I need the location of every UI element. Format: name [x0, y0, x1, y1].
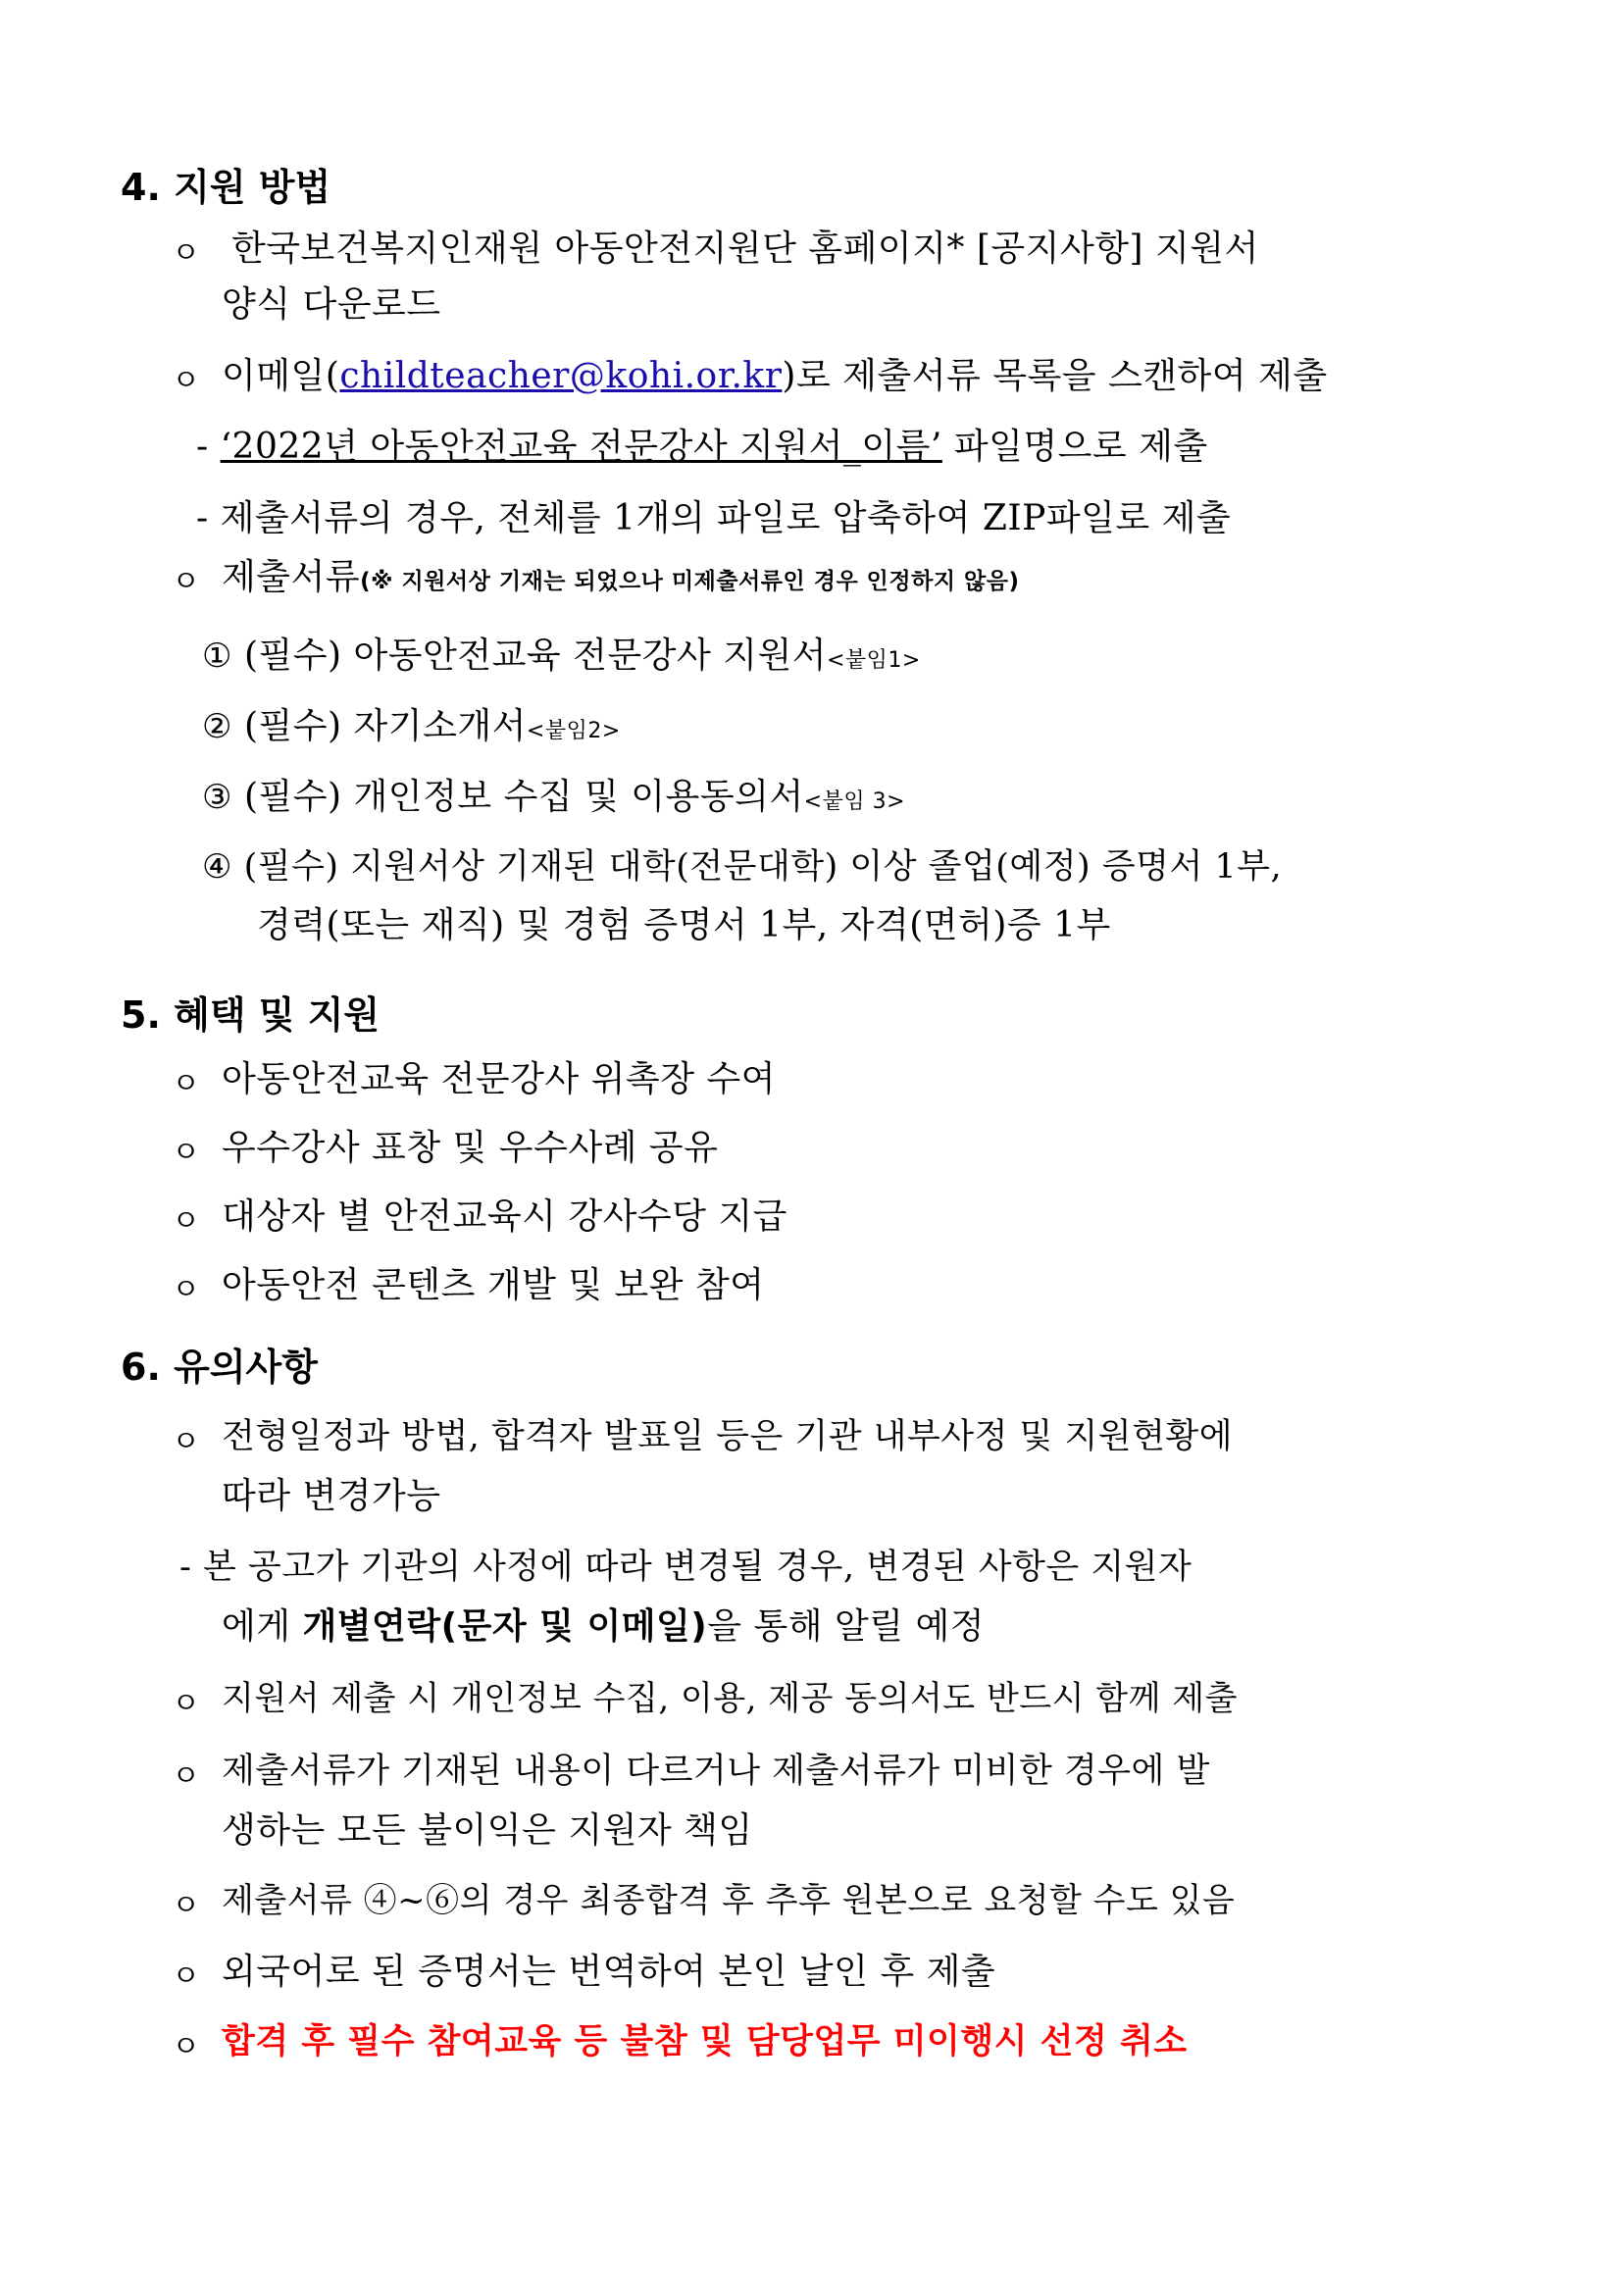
bullet-mark: ㅇ: [172, 364, 200, 398]
s4-item3: [222, 549, 1020, 599]
doc-item-3: [202, 769, 905, 819]
contact-suffix: 을 통해 알릴 예정: [707, 1606, 985, 1647]
doc-text: (필수) 자기소개서: [243, 706, 527, 746]
filename-format: ‘2022년 아동안전교육 전문강사 지원서_이름’: [220, 427, 942, 467]
doc-text: (필수) 개인정보 수집 및 이용동의서: [243, 777, 804, 817]
notice-item4: 제출서류 ④~⑥의 경우 최종합격 후 추후 원본으로 요청할 수도 있음: [222, 1881, 1236, 1920]
notice-item3-line2: 생하는 모든 불이익은 지원자 책임: [222, 1810, 753, 1851]
bullet-mark: ㅇ: [172, 1273, 200, 1307]
bullet-mark: ㅇ: [172, 1136, 200, 1170]
s4-dash2: - 제출서류의 경우, 전체를 1개의 파일로 압축하여 ZIP파일로 제출: [196, 498, 1232, 538]
bullet-mark: ㅇ: [172, 565, 200, 599]
notice-item5: 외국어로 된 증명서는 번역하여 본인 날인 후 제출: [222, 1952, 996, 1992]
s4-item1-line2: 양식 다운로드: [222, 284, 441, 325]
contact-prefix: 에게: [222, 1606, 303, 1647]
doc-number: ③: [202, 778, 232, 817]
bullet-mark: ㅇ: [172, 2030, 200, 2064]
doc-item-1: [202, 628, 921, 678]
notice-item1-line1: 전형일정과 방법, 합격자 발표일 등은 기관 내부사정 및 지원현황에: [222, 1417, 1234, 1456]
bullet-mark: ㅇ: [172, 1204, 200, 1239]
doc-text: (필수) 지원서상 기재된 대학(전문대학) 이상 졸업(예정) 증명서 1부,: [243, 847, 1283, 887]
notice-item2: 지원서 제출 시 개인정보 수집, 이용, 제공 동의서도 반드시 함께 제출: [222, 1679, 1238, 1718]
bullet-mark: ㅇ: [172, 1889, 200, 1923]
notice-item1-line2: 따라 변경가능: [222, 1476, 441, 1516]
email-suffix: )로 제출서류 목록을 스캔하여 제출: [782, 356, 1328, 396]
bullet-mark: ㅇ: [172, 1687, 200, 1721]
bullet-mark: ㅇ: [172, 1425, 200, 1459]
doc-item-4-line2: 경력(또는 재직) 및 경험 증명서 1부, 자격(면허)증 1부: [257, 905, 1111, 945]
doc-number: ④: [202, 847, 232, 887]
doc-number: ②: [202, 707, 232, 746]
dash1-suffix: 파일명으로 제출: [941, 427, 1208, 467]
doc-attachment: <붙임1>: [827, 648, 921, 673]
s4-item1-line1: 한국보건복지인재원 아동안전지원단 홈페이지* [공지사항] 지원서: [231, 229, 1259, 269]
notice-item6-warning: 합격 후 필수 참여교육 등 불참 및 담당업무 미이행시 선정 취소: [222, 2022, 1188, 2061]
email-link[interactable]: childteacher@kohi.or.kr: [339, 356, 783, 396]
benefit-item: 대상자 별 안전교육시 강사수당 지급: [222, 1196, 787, 1237]
contact-method: 개별연락(문자 및 이메일): [302, 1606, 708, 1647]
doc-number: ①: [202, 636, 232, 676]
notice-dash1-line2: [222, 1599, 985, 1649]
docs-label: 제출서류: [222, 557, 361, 597]
benefit-item: 아동안전 콘텐츠 개발 및 보완 참여: [222, 1265, 765, 1305]
section-5-heading: 5. 혜택 및 지원: [121, 993, 381, 1037]
email-prefix: 이메일(: [222, 356, 340, 396]
docs-note: (※ 지원서상 기재는 되었으나 미제출서류인 경우 인정하지 않음): [360, 569, 1020, 594]
bullet-mark: ㅇ: [172, 1067, 200, 1101]
section-6-heading: 6. 유의사항: [121, 1346, 318, 1389]
doc-text: (필수) 아동안전교육 전문강사 지원서: [243, 636, 827, 676]
dash: -: [196, 427, 221, 467]
bullet-mark: ㅇ: [172, 1759, 200, 1794]
notice-dash1-line1: - 본 공고가 기관의 사정에 따라 변경될 경우, 변경된 사항은 지원자: [179, 1548, 1193, 1587]
s4-item2: [222, 348, 1328, 398]
s4-dash1: [196, 419, 1208, 469]
doc-item-4: [202, 839, 1282, 889]
section-4-heading: 4. 지원 방법: [121, 166, 331, 209]
doc-item-2: [202, 698, 621, 748]
doc-attachment: <붙임2>: [526, 719, 621, 743]
bullet-mark: ㅇ: [172, 1959, 200, 1994]
benefit-item: 우수강사 표창 및 우수사례 공유: [222, 1128, 719, 1168]
benefit-item: 아동안전교육 전문강사 위촉장 수여: [222, 1059, 776, 1099]
notice-item3-line1: 제출서류가 기재된 내용이 다르거나 제출서류가 미비한 경우에 발: [222, 1752, 1210, 1791]
doc-attachment: <붙임 3>: [803, 789, 906, 814]
bullet-mark: ㅇ: [172, 236, 200, 271]
